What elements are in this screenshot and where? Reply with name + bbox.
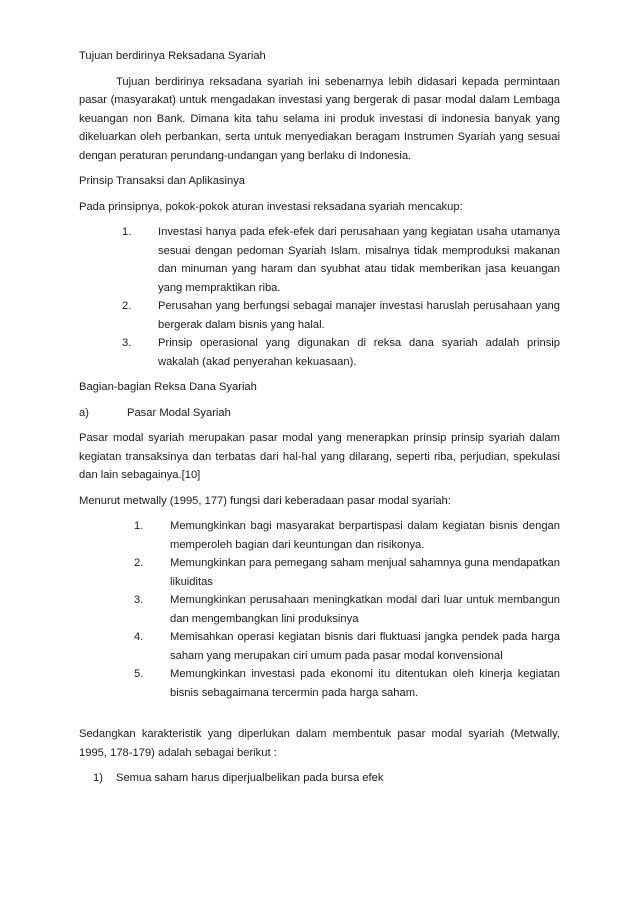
list-text: Memungkinkan bagi masyarakat berpartispasi dalam kegiatan bisnis dengan memperoleh bagian dari keuntungan dan risikonya. — [170, 520, 560, 551]
section-title-tujuan: Tujuan berdirinya Reksadana Syariah — [79, 50, 266, 62]
subsection-label: a) — [79, 406, 89, 419]
list-number: 3. — [134, 594, 144, 606]
list-item — [79, 591, 560, 628]
list-number: 1) — [93, 772, 103, 784]
subsection-heading — [79, 404, 560, 423]
blank-line — [79, 709, 560, 725]
list-text: Perusahan yang berfungsi sebagai manajer investasi haruslah perusahaan yang bergerak dalam bisnis yang halal. — [158, 300, 560, 331]
list-item — [79, 554, 560, 591]
list-text: Prinsip operasional yang digunakan di reksa dana syariah adalah prinsip wakalah (akad penyerahan kekuasaan). — [158, 337, 560, 368]
section-title-prinsip: Prinsip Transaksi dan Aplikasinya — [79, 175, 246, 187]
paragraph-pasar-modal: Pasar modal syariah merupakan pasar modal yang menerapkan prinsip prinsip syariah dalam kegiatan transaksinya dan terbatas dari hal-hal yang dilarang, seperti riba, perjudian, spekulasi dan lain sebagainya.[10] — [79, 432, 560, 481]
list-number: 4. — [134, 631, 144, 643]
list-item-karakteristik — [79, 769, 560, 788]
list-text: Memungkinkan perusahaan meningkatkan modal dari luar untuk membangun dan mengembangkan lini produksinya — [170, 594, 560, 625]
list-text: Memungkinkan para pemegang saham menjual sahamnya guna mendapatkan likuiditas — [170, 557, 560, 588]
list-text: Memungkinkan investasi pada ekonomi itu ditentukan oleh kinerja kegiatan bisnis sebagaimana tercermin pada harga saham. — [170, 668, 560, 699]
paragraph-prinsip-intro: Pada prinsipnya, pokok-pokok aturan investasi reksadana syariah mencakup: — [79, 200, 463, 213]
list-item — [79, 297, 560, 334]
list-number: 3. — [122, 337, 132, 349]
document-content — [79, 47, 560, 788]
list-item — [79, 223, 560, 297]
paragraph-tujuan: Tujuan berdirinya reksadana syariah ini sebenarnya lebih didasari kepada permintaan pasar (masyarakat) untuk mengadakan investasi yang bergerak di pasar modal dalam Lembaga keuangan non Bank. Dimana kita tahu selama ini produk investasi di indonesia banyak yang dikeluarkan oleh perbankan, serta untuk menyediakan beragam Instrumen Syariah yang sesuai dengan peraturan perundang-undangan yang berlaku di Indonesia. — [79, 75, 560, 162]
list-text: Investasi hanya pada efek-efek dari perusahaan yang kegiatan usaha utamanya sesuai dengan pedoman Syariah Islam. misalnya tidak memproduksi makanan dan minuman yang haram dan syubhat atau tidak memberikan jasa keuangan yang mempraktikan riba. — [158, 226, 560, 294]
list-prinsip — [79, 223, 560, 371]
list-number: 5. — [134, 668, 144, 680]
list-number: 1. — [134, 520, 144, 532]
list-number: 2. — [134, 557, 144, 569]
list-item — [79, 628, 560, 665]
list-text: Semua saham harus diperjualbelikan pada bursa efek — [116, 772, 384, 784]
section-title-bagian: Bagian-bagian Reksa Dana Syariah — [79, 381, 257, 393]
paragraph-fungsi-intro: Menurut metwally (1995, 177) fungsi dari keberadaan pasar modal syariah: — [79, 494, 451, 507]
list-item — [79, 665, 560, 702]
list-fungsi — [79, 517, 560, 702]
subsection-title: Pasar Modal Syariah — [127, 406, 231, 419]
list-item — [79, 334, 560, 371]
list-item — [79, 517, 560, 554]
paragraph-karakteristik-intro: Sedangkan karakteristik yang diperlukan dalam membentuk pasar modal syariah (Metwally, 1995, 178-179) adalah sebagai berikut : — [79, 728, 560, 759]
list-number: 1. — [122, 226, 132, 238]
list-number: 2. — [122, 300, 132, 312]
list-text: Memisahkan operasi kegiatan bisnis dari fluktuasi jangka pendek pada harga saham yang merupakan ciri umum pada pasar modal konvensional — [170, 631, 560, 662]
